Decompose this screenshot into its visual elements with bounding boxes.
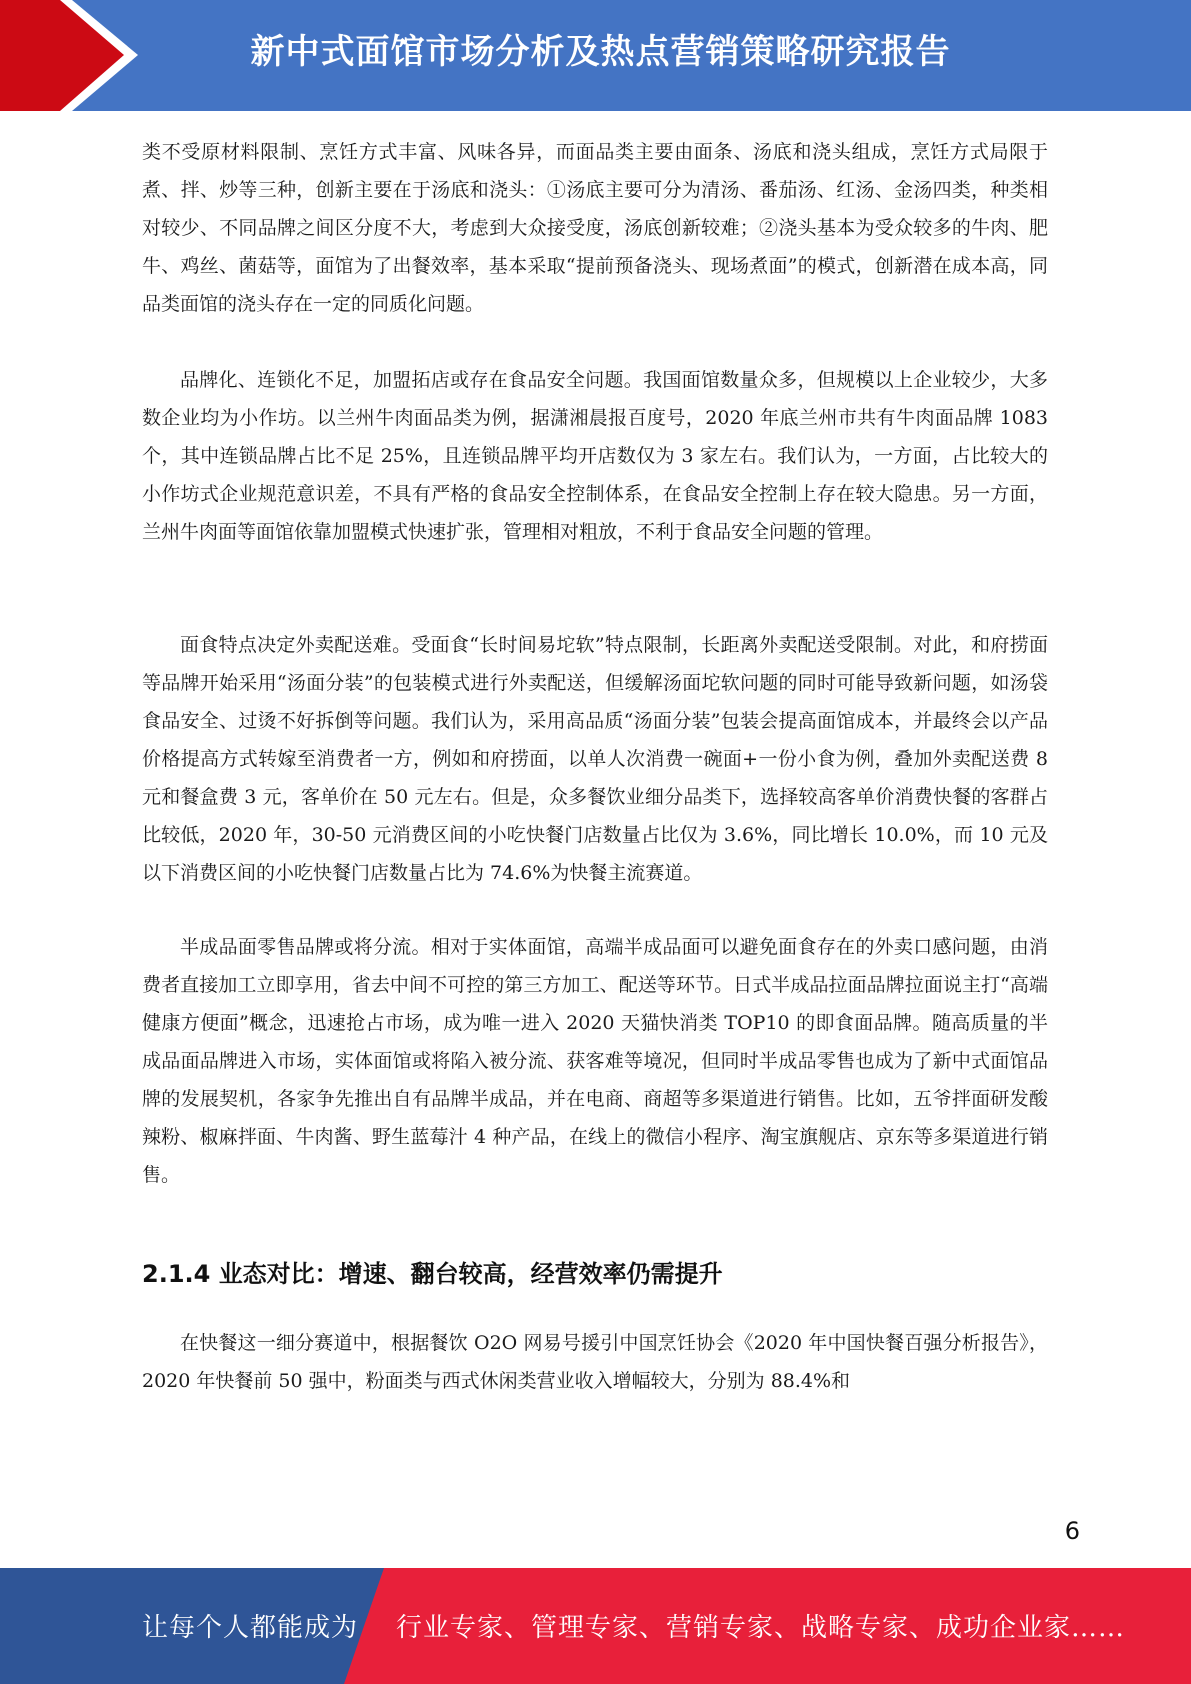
paragraph-fast-food: 在快餐这一细分赛道中，根据餐饮 O2O 网易号援引中国烹饪协会《2020 年中国快餐百强分析报告》，2020 年快餐前 50 强中，粉面类与西式休闲类营业收入增幅较大，分别为 88.4%和 [142, 1332, 1048, 1392]
page-header [0, 0, 1191, 111]
paragraph-continuation: 类不受原材料限制、烹饪方式丰富、风味各异，而面品类主要由面条、汤底和浇头组成，烹饪方式局限于煮、拌、炒等三种，创新主要在于汤底和浇头：①汤底主要可分为清汤、番茄汤、红汤、金汤四类，种类相对较少、不同品牌之间区分度不大，考虑到大众接受度，汤底创新较难；②浇头基本为受众较多的牛肉、肥牛、鸡丝、菌菇等，面馆为了出餐效率，基本采取“提前预备浇头、现场煮面”的模式，创新潜在成本高，同品类面馆的浇头存在一定的同质化问题。 [142, 141, 1048, 315]
page-footer [0, 1568, 1191, 1684]
document-body [142, 133, 1048, 1400]
section-heading: 2.1.4 业态对比：增速、翻台较高，经营效率仍需提升 [142, 1260, 723, 1288]
document-title: 新中式面馆市场分析及热点营销策略研究报告 [250, 32, 951, 72]
page-number: 6 [1064, 1517, 1080, 1545]
footer-slogan-right: 行业专家、管理专家、营销专家、战略专家、成功企业家…… [396, 1613, 1126, 1643]
paragraph-delivery: 面食特点决定外卖配送难。受面食“长时间易坨软”特点限制，长距离外卖配送受限制。对此，和府捞面等品牌开始采用“汤面分装”的包装模式进行外卖配送，但缓解汤面坨软问题的同时可能导致新问题，如汤袋食品安全、过烫不好拆倒等问题。我们认为，采用高品质“汤面分装”包装会提高面馆成本，并最终会以产品价格提高方式转嫁至消费者一方，例如和府捞面，以单人次消费一碗面+一份小食为例，叠加外卖配送费 8 元和餐盒费 3 元，客单价在 50 元左右。但是，众多餐饮业细分品类下，选择较高客单价消费快餐的客群占比较低，2020 年，30-50 元消费区间的小吃快餐门店数量占比仅为 3.6%，同比增长 10.0%，而 10 元及以下消费区间的小吃快餐门店数量占比为 74.6%为快餐主流赛道。 [142, 634, 1048, 884]
paragraph-branding: 品牌化、连锁化不足，加盟拓店或存在食品安全问题。我国面馆数量众多，但规模以上企业较少，大多数企业均为小作坊。以兰州牛肉面品类为例，据潇湘晨报百度号，2020 年底兰州市共有牛肉面品牌 1083 个，其中连锁品牌占比不足 25%，且连锁品牌平均开店数仅为 3 家左右。我们认为，一方面，占比较大的小作坊式企业规范意识差，不具有严格的食品安全控制体系，在食品安全控制上存在较大隐患。另一方面，兰州牛肉面等面馆依靠加盟模式快速扩张，管理相对粗放，不利于食品安全问题的管理。 [142, 369, 1048, 543]
footer-slogan-left: 让每个人都能成为 [142, 1613, 359, 1643]
paragraph-semi-finished: 半成品面零售品牌或将分流。相对于实体面馆，高端半成品面可以避免面食存在的外卖口感问题，由消费者直接加工立即享用，省去中间不可控的第三方加工、配送等环节。日式半成品拉面品牌拉面说主打“高端健康方便面”概念，迅速抢占市场，成为唯一进入 2020 天猫快消类 TOP10 的即食面品牌。随高质量的半成品面品牌进入市场，实体面馆或将陷入被分流、获客难等境况，但同时半成品零售也成为了新中式面馆品牌的发展契机，各家争先推出自有品牌半成品，并在电商、商超等多渠道进行销售。比如，五爷拌面研发酸辣粉、椒麻拌面、牛肉酱、野生蓝莓汁 4 种产品，在线上的微信小程序、淘宝旗舰店、京东等多渠道进行销售。 [142, 936, 1048, 1186]
